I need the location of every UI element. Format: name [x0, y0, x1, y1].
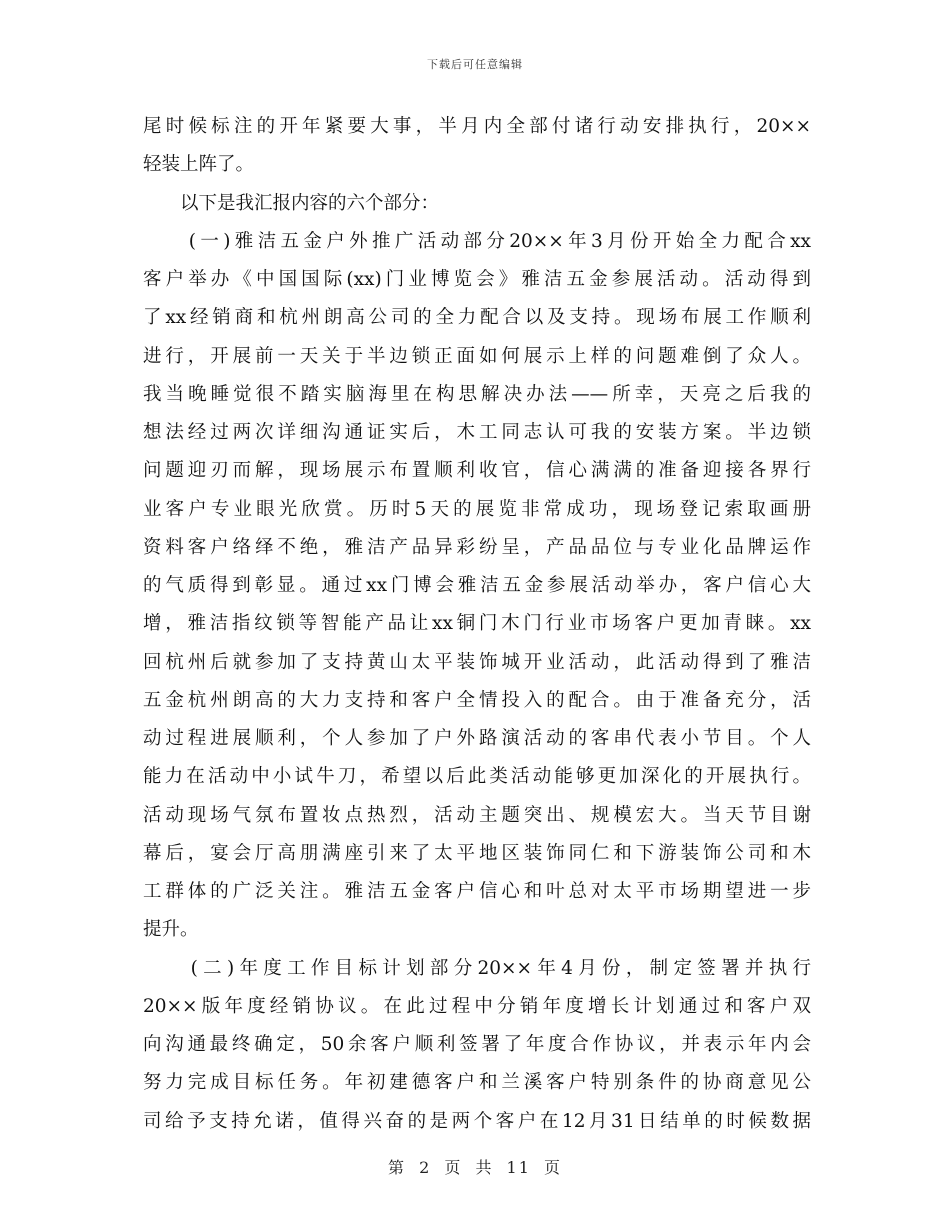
- page-footer: 第 2 页 共 11 页: [388, 1158, 562, 1177]
- body-line: 努力完成目标任务。年初建德客户和兰溪客户特别条件的协商意见公: [143, 1072, 811, 1094]
- body-line: 资料客户络绎不绝，雅洁产品异彩纷呈，产品品位与专业化品牌运作: [143, 536, 811, 558]
- body-line: 五金杭州朗高的大力支持和客户全情投入的配合。由于准备充分，活: [143, 689, 811, 711]
- body-line: 业客户专业眼光欣赏。历时5天的展览非常成功，现场登记索取画册: [143, 498, 811, 520]
- body-line: 进行，开展前一天关于半边锁正面如何展示上样的问题难倒了众人。: [143, 345, 811, 367]
- body-line: 问题迎刃而解，现场展示布置顺利收官，信心满满的准备迎接各界行: [143, 460, 811, 482]
- body-line: 能力在活动中小试牛刀，希望以后此类活动能够更加深化的开展执行。: [143, 766, 811, 788]
- body-line: 幕后，宴会厅高朋满座引来了太平地区装饰同仁和下游装饰公司和木: [143, 842, 811, 864]
- page-header: 下载后可任意编辑: [427, 58, 523, 71]
- document-body: [143, 108, 811, 1141]
- body-line: 向沟通最终确定，50余客户顺利签署了年度合作协议，并表示年内会: [143, 1034, 811, 1055]
- body-line: 司给予支持允诺，值得兴奋的是两个客户在12月31日结单的时候数据: [143, 1110, 811, 1132]
- body-line: 回杭州后就参加了支持黄山太平装饰城开业活动，此活动得到了雅洁: [143, 651, 811, 673]
- body-line: 轻装上阵了。: [143, 154, 255, 176]
- body-line: 活动现场气氛布置妆点热烈，活动主题突出、规模宏大。当天节目谢: [143, 804, 811, 826]
- body-line: 了xx经销商和杭州朗高公司的全力配合以及支持。现场布展工作顺利: [143, 307, 811, 329]
- body-line: 以下是我汇报内容的六个部分：: [143, 192, 440, 214]
- body-line: 想法经过两次详细沟通证实后，木工同志认可我的安装方案。半边锁: [143, 422, 811, 443]
- body-line: 我当晚睡觉很不踏实脑海里在构思解决办法——所幸，天亮之后我的: [143, 383, 811, 405]
- body-line: 20××版年度经销协议。在此过程中分销年度增长计划通过和客户双: [143, 995, 811, 1017]
- body-line: 的气质得到彰显。通过xx门博会雅洁五金参展活动举办，客户信心大: [143, 575, 811, 596]
- body-line: (二)年度工作目标计划部分20××年4月份，制定签署并执行: [143, 957, 811, 979]
- body-line: 客户举办《中国国际(xx)门业博览会》雅洁五金参展活动。活动得到: [143, 269, 811, 290]
- body-line: 增，雅洁指纹锁等智能产品让xx铜门木门行业市场客户更加青睐。xx: [143, 613, 811, 635]
- body-line: 动过程进展顺利，个人参加了户外路演活动的客串代表小节目。个人: [143, 728, 811, 749]
- body-line: 工群体的广泛关注。雅洁五金客户信心和叶总对太平市场期望进一步: [143, 881, 811, 902]
- body-line: 提升。: [143, 919, 199, 941]
- body-line: 尾时候标注的开年紧要大事，半月内全部付诸行动安排执行，20××: [143, 116, 811, 137]
- body-line: (一)雅洁五金户外推广活动部分20××年3月份开始全力配合xx: [143, 230, 811, 252]
